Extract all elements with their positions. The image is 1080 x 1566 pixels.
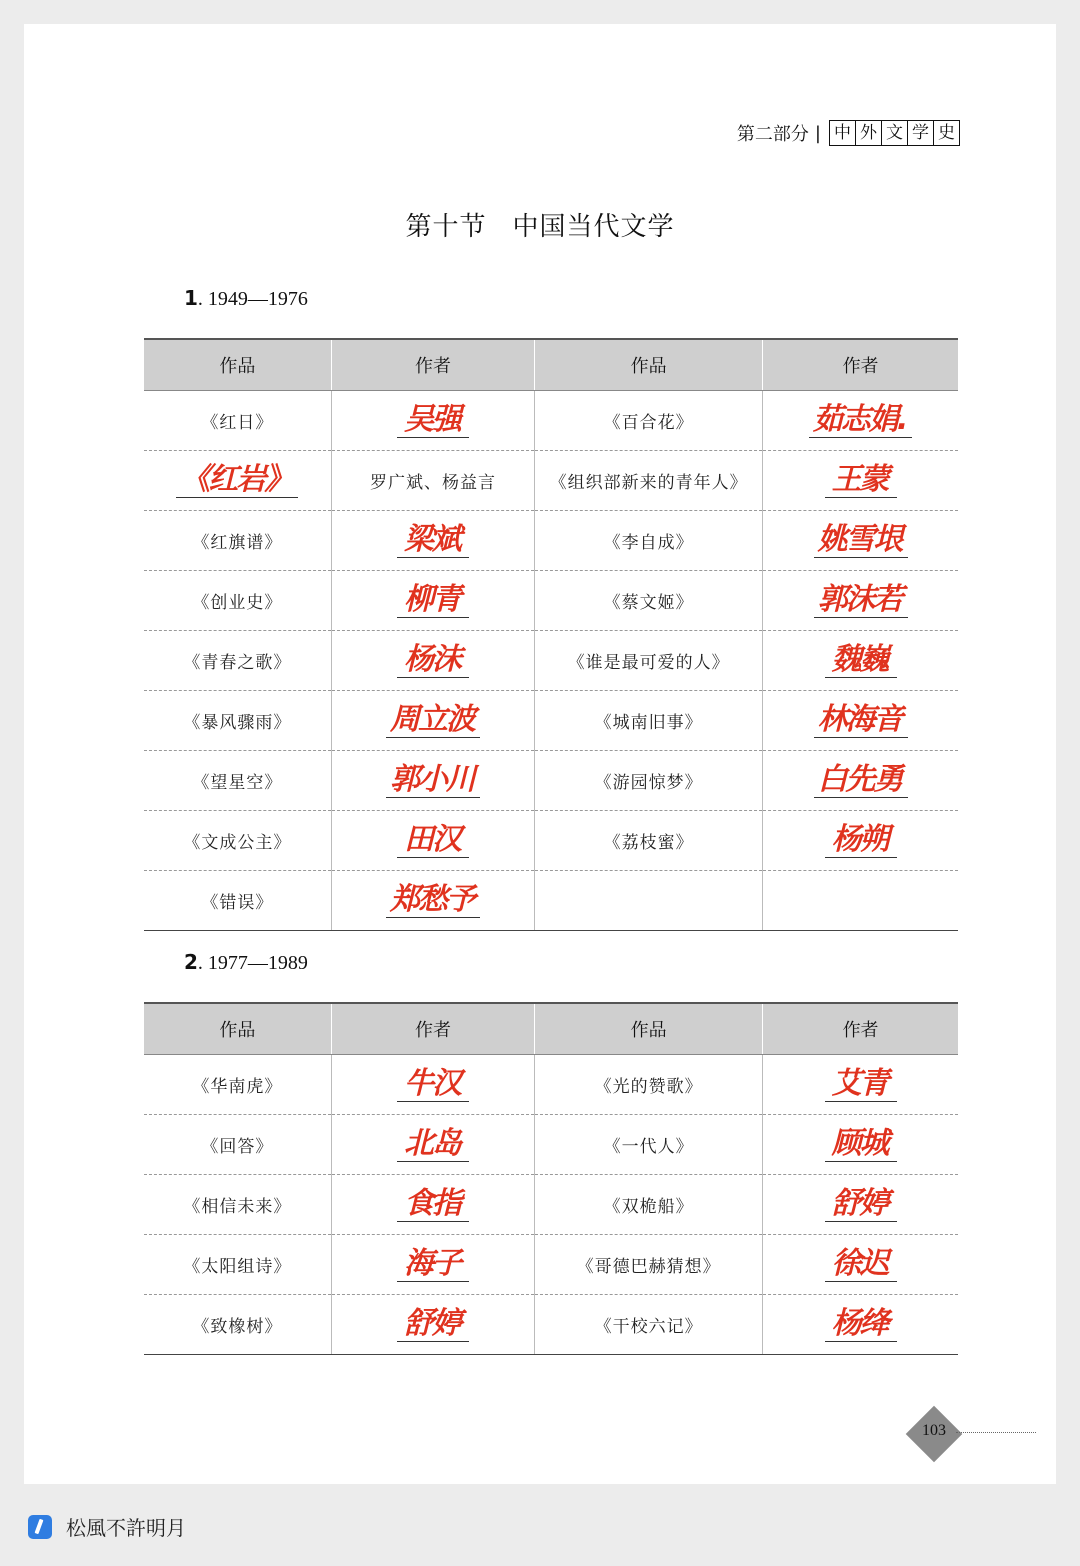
author-cell	[331, 751, 535, 811]
printed-text: 《致橡树》	[192, 1317, 283, 1337]
work-cell	[535, 1235, 763, 1295]
section-1-number: 1	[184, 286, 198, 310]
work-cell	[535, 811, 763, 871]
section-name: 中国当代文学	[512, 212, 675, 242]
handwritten-answer: 郭沫若	[814, 583, 908, 618]
work-cell	[144, 751, 331, 811]
section-2-number: 2	[184, 950, 198, 974]
work-cell	[535, 1115, 763, 1175]
work-cell	[144, 871, 331, 931]
handwritten-answer: 杨沫	[397, 643, 469, 678]
handwritten-answer: 牛汉	[397, 1067, 469, 1102]
work-cell	[144, 1235, 331, 1295]
table-header-row	[144, 1003, 958, 1055]
printed-text: 《哥德巴赫猜想》	[576, 1257, 721, 1277]
table-row	[144, 691, 958, 751]
printed-text: 《干校六记》	[594, 1317, 703, 1337]
handwritten-answer: 梁斌	[397, 523, 469, 558]
work-cell	[535, 1055, 763, 1115]
printed-text: 罗广斌、杨益言	[369, 473, 496, 493]
section-1-label: . 1949—1976	[197, 288, 308, 310]
printed-text: 《谁是最可爱的人》	[567, 653, 730, 673]
handwritten-answer: 《红岩》	[176, 463, 298, 498]
printed-text: 《青春之歌》	[183, 653, 292, 673]
watermark-footer	[28, 1512, 186, 1541]
handwritten-answer: 舒婷	[397, 1307, 469, 1342]
column-header-work: 作品	[535, 1003, 763, 1055]
printed-text: 《红旗谱》	[192, 533, 283, 553]
table-row	[144, 1115, 958, 1175]
author-cell	[763, 751, 958, 811]
author-cell	[331, 1175, 535, 1235]
work-cell	[144, 451, 331, 511]
printed-text: 《红日》	[201, 413, 274, 433]
printed-text: 《错误》	[201, 893, 274, 913]
table-1949-1976	[144, 338, 958, 931]
handwritten-answer: 姚雪垠	[814, 523, 908, 558]
handwritten-answer: 茹志娟.	[809, 403, 912, 438]
author-cell	[331, 1055, 535, 1115]
column-header-work: 作品	[535, 339, 763, 391]
work-cell	[144, 691, 331, 751]
author-cell	[763, 811, 958, 871]
table-row	[144, 511, 958, 571]
work-cell	[535, 451, 763, 511]
page-number-rule	[956, 1432, 1036, 1433]
header-part: 第二部分	[736, 124, 809, 145]
column-header-work: 作品	[144, 339, 331, 391]
printed-text: 《百合花》	[603, 413, 694, 433]
handwritten-answer: 海子	[397, 1247, 469, 1282]
author-cell	[763, 1175, 958, 1235]
author-cell	[331, 451, 535, 511]
printed-text: 《李自成》	[603, 533, 694, 553]
printed-text: 《文成公主》	[183, 833, 292, 853]
handwritten-answer: 田汉	[397, 823, 469, 858]
table-row	[144, 811, 958, 871]
author-cell	[763, 571, 958, 631]
column-header-author: 作者	[763, 339, 958, 391]
table-row	[144, 391, 958, 451]
printed-text: 《太阳组诗》	[183, 1257, 292, 1277]
table-row	[144, 571, 958, 631]
table-row	[144, 751, 958, 811]
handwritten-answer: 郭小川	[386, 763, 480, 798]
author-cell	[331, 511, 535, 571]
work-cell	[535, 631, 763, 691]
handwritten-answer: 杨朔	[825, 823, 897, 858]
handwritten-answer: 白先勇	[814, 763, 908, 798]
table-row	[144, 1055, 958, 1115]
table-row	[144, 1295, 958, 1355]
printed-text: 《创业史》	[192, 593, 283, 613]
printed-text: 《荔枝蜜》	[603, 833, 694, 853]
table-1977-1989	[144, 1002, 958, 1355]
author-cell	[763, 1115, 958, 1175]
printed-text: 《双桅船》	[603, 1197, 694, 1217]
header-char: 学	[908, 121, 934, 145]
handwritten-answer: 林海音	[814, 703, 908, 738]
header-char: 外	[856, 121, 882, 145]
work-cell	[144, 1295, 331, 1355]
handwritten-answer: 周立波	[386, 703, 480, 738]
table-row	[144, 1175, 958, 1235]
handwritten-answer: 王蒙	[825, 463, 897, 498]
work-cell	[535, 571, 763, 631]
work-cell	[144, 391, 331, 451]
author-cell	[331, 1295, 535, 1355]
author-cell	[763, 451, 958, 511]
column-header-work: 作品	[144, 1003, 331, 1055]
header-separator: |	[814, 122, 821, 144]
header-char: 史	[938, 123, 955, 143]
header-boxed-title	[829, 120, 960, 146]
table-header-row	[144, 339, 958, 391]
author-cell	[331, 691, 535, 751]
handwritten-answer: 艾青	[825, 1067, 897, 1102]
handwritten-answer: 顾城	[825, 1127, 897, 1162]
printed-text: 《回答》	[201, 1137, 274, 1157]
printed-text: 《光的赞歌》	[594, 1077, 703, 1097]
author-cell	[331, 871, 535, 931]
author-cell	[331, 571, 535, 631]
printed-text: 《蔡文姬》	[603, 593, 694, 613]
author-cell	[331, 1235, 535, 1295]
header-char: 文	[882, 121, 908, 145]
printed-text: 《华南虎》	[192, 1077, 283, 1097]
author-cell	[331, 1115, 535, 1175]
section-2-heading	[184, 950, 308, 975]
work-cell	[144, 571, 331, 631]
author-cell	[763, 871, 958, 931]
page-title	[24, 206, 1056, 243]
section-1-heading	[184, 286, 308, 311]
handwritten-answer: 食指	[397, 1187, 469, 1222]
work-cell	[144, 631, 331, 691]
handwritten-answer: 郑愁予	[386, 883, 480, 918]
printed-text: 《一代人》	[603, 1137, 694, 1157]
printed-text: 《城南旧事》	[594, 713, 703, 733]
work-cell	[535, 1295, 763, 1355]
table-row	[144, 631, 958, 691]
column-header-author: 作者	[331, 339, 535, 391]
handwritten-answer: 徐迟	[825, 1247, 897, 1282]
handwritten-answer: 舒婷	[825, 1187, 897, 1222]
section-number: 第十节	[405, 212, 487, 242]
author-cell	[331, 391, 535, 451]
work-cell	[144, 1175, 331, 1235]
printed-text: 《相信未来》	[183, 1197, 292, 1217]
author-cell	[763, 511, 958, 571]
pen-note-icon	[28, 1515, 52, 1539]
handwritten-answer: 魏巍	[825, 643, 897, 678]
handwritten-answer: 北岛	[397, 1127, 469, 1162]
author-cell	[763, 691, 958, 751]
work-cell	[535, 1175, 763, 1235]
author-cell	[763, 1295, 958, 1355]
work-cell	[144, 1055, 331, 1115]
table-row	[144, 451, 958, 511]
header-char: 中	[830, 121, 856, 145]
author-cell	[763, 1055, 958, 1115]
author-cell	[331, 631, 535, 691]
document-page	[24, 24, 1056, 1484]
section-2-label: . 1977—1989	[197, 952, 308, 974]
running-header	[737, 120, 960, 146]
page-number: 103	[922, 1422, 946, 1439]
work-cell	[535, 751, 763, 811]
handwritten-answer: 杨绛	[825, 1307, 897, 1342]
column-header-author: 作者	[331, 1003, 535, 1055]
author-cell	[331, 811, 535, 871]
work-cell	[144, 511, 331, 571]
printed-text: 《暴风骤雨》	[183, 713, 292, 733]
work-cell	[535, 391, 763, 451]
handwritten-answer: 吴强	[397, 403, 469, 438]
printed-text: 《望星空》	[192, 773, 283, 793]
author-cell	[763, 1235, 958, 1295]
table-row	[144, 1235, 958, 1295]
author-cell	[763, 391, 958, 451]
printed-text: 《组织部新来的青年人》	[549, 473, 748, 493]
printed-text: 《游园惊梦》	[594, 773, 703, 793]
table-row	[144, 871, 958, 931]
handwritten-answer: 柳青	[397, 583, 469, 618]
watermark-username: 松風不許明月	[66, 1516, 186, 1540]
work-cell	[535, 871, 763, 931]
work-cell	[144, 1115, 331, 1175]
work-cell	[535, 511, 763, 571]
column-header-author: 作者	[763, 1003, 958, 1055]
work-cell	[144, 811, 331, 871]
author-cell	[763, 631, 958, 691]
work-cell	[535, 691, 763, 751]
